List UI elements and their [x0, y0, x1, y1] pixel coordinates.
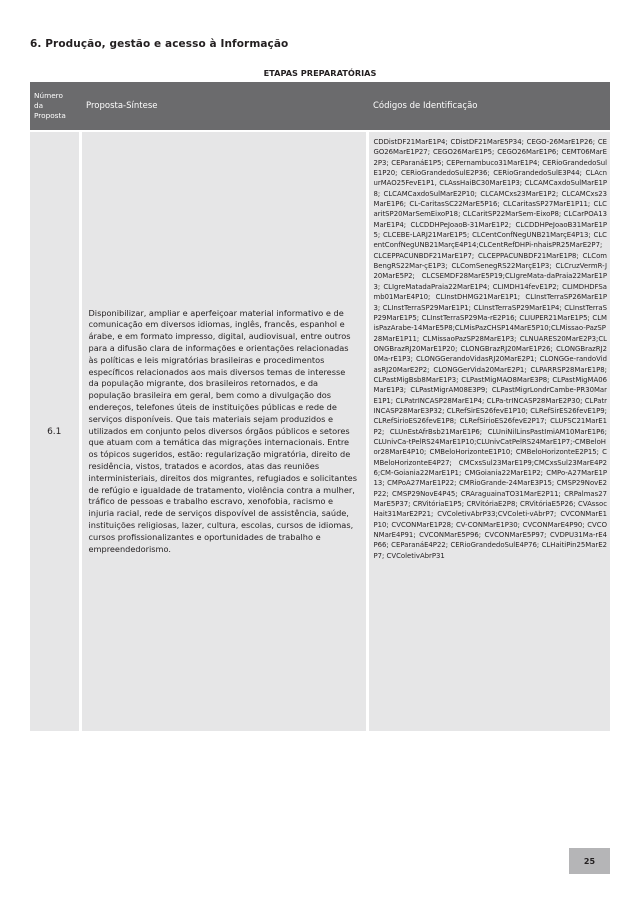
header-codes: Códigos de Identificação — [367, 82, 610, 131]
table-header-row — [30, 82, 610, 131]
section-title: 6. Produção, gestão e acesso à Informação — [30, 38, 289, 50]
identification-codes: CDDistDF21MarE1P4; CDistDF21MarE5P34; CEGO-26MarE1P26; CEGO26MarE1P27; CEGO26MarE1P5; CEGO26MarE1P6; CEMT06MarE2P3; CEParanáE1P5; CEPernambuco31MarE1P4; CERioGrandedoSulE1P20; CERioGrandedoSulE2P36; CERioGrandedoSulE3P44; CLAcnurMAO25FevE1P1, CLAssHaiBC30MarE1P3; CLCAMCaxdoSulMarE1P8; CLCAMCaxdoSulMarE2P10; CLCAMCxs23MarE1P2; CLCAMCxs23MarE1P6; CL-CaritasSC22MarE5P16; CLCaritasSP27MarE1P11; CLCaritSP20MarSemEixoP18; CLCaritSP22MarSem-EixoP8; CLCarPOA13MarE1P4; CLCDDHPeJoaoB-31MarE1P2; CLCDDHPeJoaoB31MarE1P5; CLCEBE-LARJ21MarE1P5; CLCentConfNegUNB21MarçE4P13; CLCentConfNegUNB21MarçE4P14;CLCentRefDHPi-nhaisPR25MarE2P7; CLCEPPACUNBDF21MarE1P7; CLCEPPACUNBDF21MarE1P8; CLComBengRS22Mar-çE1P3; CLComSenegRS22MarçE1P3; CLCruzVermR-J20MarE5P2; CLCSEMDF28MarE5P19;CLIgreMata-daPraia22MarE1P3; CLIgreMatadaPraia22MarE1P4; CLIMDH14fevE1P2; CLIMDHDFSamb01MarE4P10; CLInstDHMG21MarE1P1; CLInstTerraSP26MarE1P3; CLInstTerraSP29MarE1P1; CLInstTerraSP29MarE1P4; CLInstTerraSP29MarE1P5; CLInstTerraSP29Ma-rE2P16; CLIUPER21MarE1P5; CLMisPazArabe-14MarE5P8;CLMisPazCHSP14MarE5P10;CLMissao-PazSP28MarE1P11; CLMissaoPazSP28MarE1P3; CLNUARES20MarE2P3;CLONGBrazRJ20MarE1P20; CLONGBrazRJ20MarE1P26; CLONGBrazRJ20Ma-rE1P3; CLONGGerandoVidasRJ20MarE2P1; CLONGGe-randoVidasRJ20MarE2P2; CLONGGerVida20MarE2P1; CLPARRSP28MarE1P8; CLPastMigBsb8MarE1P3; CLPastMigMAO8MarE3P8; CLPastMigMA06MarE1P3; CLPastMigrAM08E3P9; CLPastMigrLondrCambe-PR30MarE1P1; CLPatrINCASP28MarE1P4; CLPa-trINCASP28MarE2P30; CLPatrINCASP28MarE3P32; CLRefSirES26fevE1P10; CLRefSirES26fevE1P9; CLRefSirioES26fevE1P8; CLRefSirioES26fevE2P17; CLUFSC21MarE1P2; CLUnEstAfrBsb21MarE1P6; CLUniNilLinsPastImiAM10MarE1P6; CLUnivCa-tPelRS24MarE1P10;CLUnivCatPelRS24MarE1P7;-CMBeloHor28MarE4P10; CMBeloHorizonteE1P10; CMBeloHorizonteE2P15; CMBeloHorizonteE4P27; CMCxsSul23MarE1P9;CMCxsSul23MarE4P26;CM-Goiania22MarE1P1; CMGoiania22MarE1P2; CMPo-A27MarE1P13; CMPoA27MarE1P22; CMRioGrande-24MarE3P15; CMSP29NovE2P22; CMSP29NovE4P45; CRAraguainaTO31MarE2P11; CRPalmas27MarE5P37; CRVitóriaE1P5; CRVitóriaE2P8; CRVitóriaE5P26; CVAssocHait31MarE2P21; CVColetivAbrP33;CVColeti-vAbrP7; CVCONMarE1P10; CVCONMarE1P28; CV-CONMarE1P30; CVCONMarE4P90; CVCONMarE4P91; CVCONMarE5P96; CVCONMarE5P97; CVDPU31Ma-rE4P66; CEParanáE4P22; CERioGrandedoSulE4P76; CLHaitiPin25MarE2P7; CVColetivAbrP31 — [367, 131, 610, 731]
stage-title: ETAPAS PREPARATÓRIAS — [263, 68, 377, 78]
header-number: Número da Proposta — [30, 82, 80, 131]
header-proposal: Proposta-Síntese — [80, 82, 367, 131]
proposal-text: Disponibilizar, ampliar e aperfeiçoar material informativo e de comunicação em diversos idiomas, inglês, francês, espanhol e árabe, e em formato impresso, digital, audiovisual, entre outros para a difusão clara de informações e orientações relacionadas às políticas e leis migratórias brasileiras e procedimentos específicos relacionados aos mais diversos temas de interesse da população migrante, dos brasileiros retornados, e da população brasileira em geral, bem como a divulgação dos endereços, telefones úteis de instituições públicas e rede de serviços disponíveis. Que tais materiais sejam produzidos e utilizados em conjunto pelos diversos órgãos públicos e setores que atuam com a temática das migrações internacionais. Entre os tópicos sugeridos, estão: regularização migratória, direito de residência, vistos, tratados e acordos, atas das reuniões interministeriais, direitos dos migrantes, refugiados e solicitantes de refúgio e igualdade de tratamento, violência contra a mulher, tráfico de pessoas e trabalho escravo, xenofobia, racismo e injuria racial, rede de serviços dispovível de assistência, saúde, instituições religiosas, lazer, cultura, escolas, cursos de idiomas, cursos profissionalizantes e oportunidades de trabalho e empreendedorismo. — [80, 131, 367, 731]
proposal-number: 6.1 — [30, 131, 80, 731]
proposals-table — [30, 82, 610, 731]
table-row — [30, 131, 610, 731]
page-number: 25 — [569, 848, 610, 874]
